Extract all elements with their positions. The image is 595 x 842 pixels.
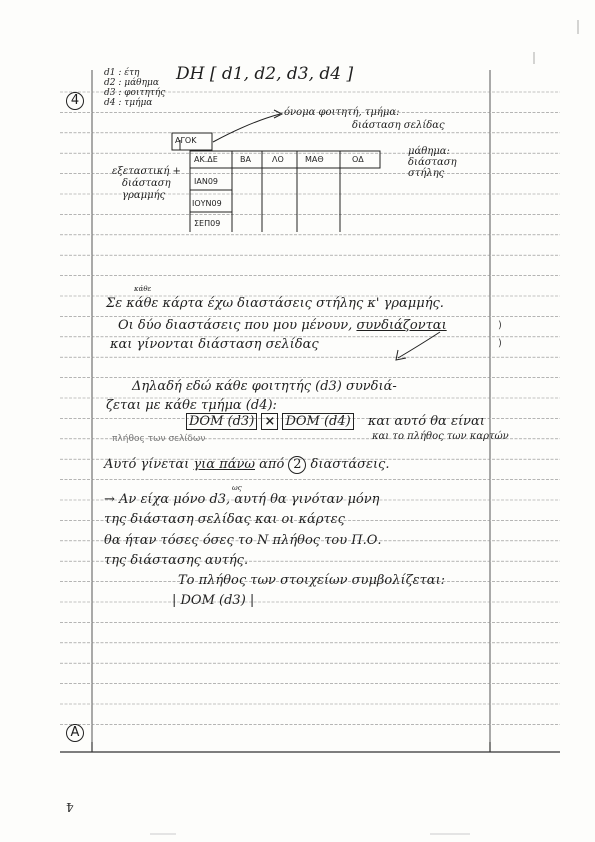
formula-line: DOM (d3) × DOM (d4) και αυτό θα είναι (186, 414, 485, 429)
margin-mark: ) (498, 320, 502, 331)
cube-title: DH [ d1, d2, d3, d4 ] (176, 64, 354, 84)
faint-text: πλήθος των σελίδων (112, 434, 206, 444)
row-dimension-label: εξεταστική + διάσταση γραμμής (112, 166, 181, 201)
margin-mark: ) (498, 338, 502, 349)
text-line: θα ήταν τόσες όσες το N πλήθος του Π.Ο. (104, 533, 382, 548)
page-number: 4 (66, 800, 74, 814)
bottom-circle-label: A (66, 724, 84, 742)
dimension-item: d2 : μάθημα (104, 78, 159, 88)
text-line: Το πλήθος των στοιχείων συμβολίζεται: (178, 573, 446, 588)
dimension-item: d1 : έτη (104, 68, 140, 78)
row-header: ΣΕΠ09 (194, 219, 221, 228)
text-line: ζεται με κάθε τμήμα (d4): (106, 398, 277, 413)
column-header: ΟΔ (352, 155, 364, 164)
column-header: ΒΑ (240, 155, 251, 164)
superscript-note: κάθε (134, 285, 152, 293)
cross-symbol: × (261, 413, 278, 430)
page-dimension-label-2: διάσταση σελίδας (352, 120, 445, 131)
table-corner-cell: AΓΟΚ (175, 136, 197, 145)
text-line: της διάσταση σελίδας και οι κάρτες (104, 512, 345, 527)
text-line: Σε κάθε κάρτα έχω διαστάσεις στήλης κ' γραμμής. (106, 296, 444, 311)
text-line: Δηλαδή εδώ κάθε φοιτητής (d3) συνδιά- (132, 379, 397, 394)
row-header: ΙΑΝ09 (194, 177, 218, 186)
dimension-item: d3 : φοιτητής (104, 88, 166, 98)
dimension-list (104, 68, 165, 108)
page-dimension-label: όνομα φοιτητή, τμήμα: (284, 107, 400, 118)
section-circle-number: 4 (66, 92, 84, 110)
text-line: και το πλήθος των καρτών (372, 431, 509, 442)
dimension-item: d4 : τμήμα (104, 98, 153, 108)
column-header: ΜΑΘ (305, 155, 324, 164)
text-line: Αυτό γίνεται για πάνω από 2 διαστάσεις. (104, 457, 390, 472)
column-header: ΛΟ (272, 155, 284, 164)
dom-d3: DOM (d3) (186, 413, 257, 430)
row-header: ΙΟΥΝ09 (192, 199, 222, 208)
text-line: → Αν είχα μόνο d3, αυτή θα γινόταν μόνη (104, 492, 380, 507)
text-line: Οι δύο διαστάσεις που μου μένουν, συνδιάζονται (118, 318, 447, 333)
column-dimension-label: μάθημα: διάσταση στήλης (408, 146, 457, 179)
superscript-note: ως (232, 484, 242, 492)
formula-line: | DOM (d3) | (172, 593, 255, 608)
text-line: της διάστασης αυτής. (104, 553, 249, 568)
dom-d4: DOM (d4) (282, 413, 353, 430)
text-line: και γίνονται διάσταση σελίδας (110, 337, 319, 352)
column-header: ΑΚ.ΔΕ (194, 155, 218, 164)
